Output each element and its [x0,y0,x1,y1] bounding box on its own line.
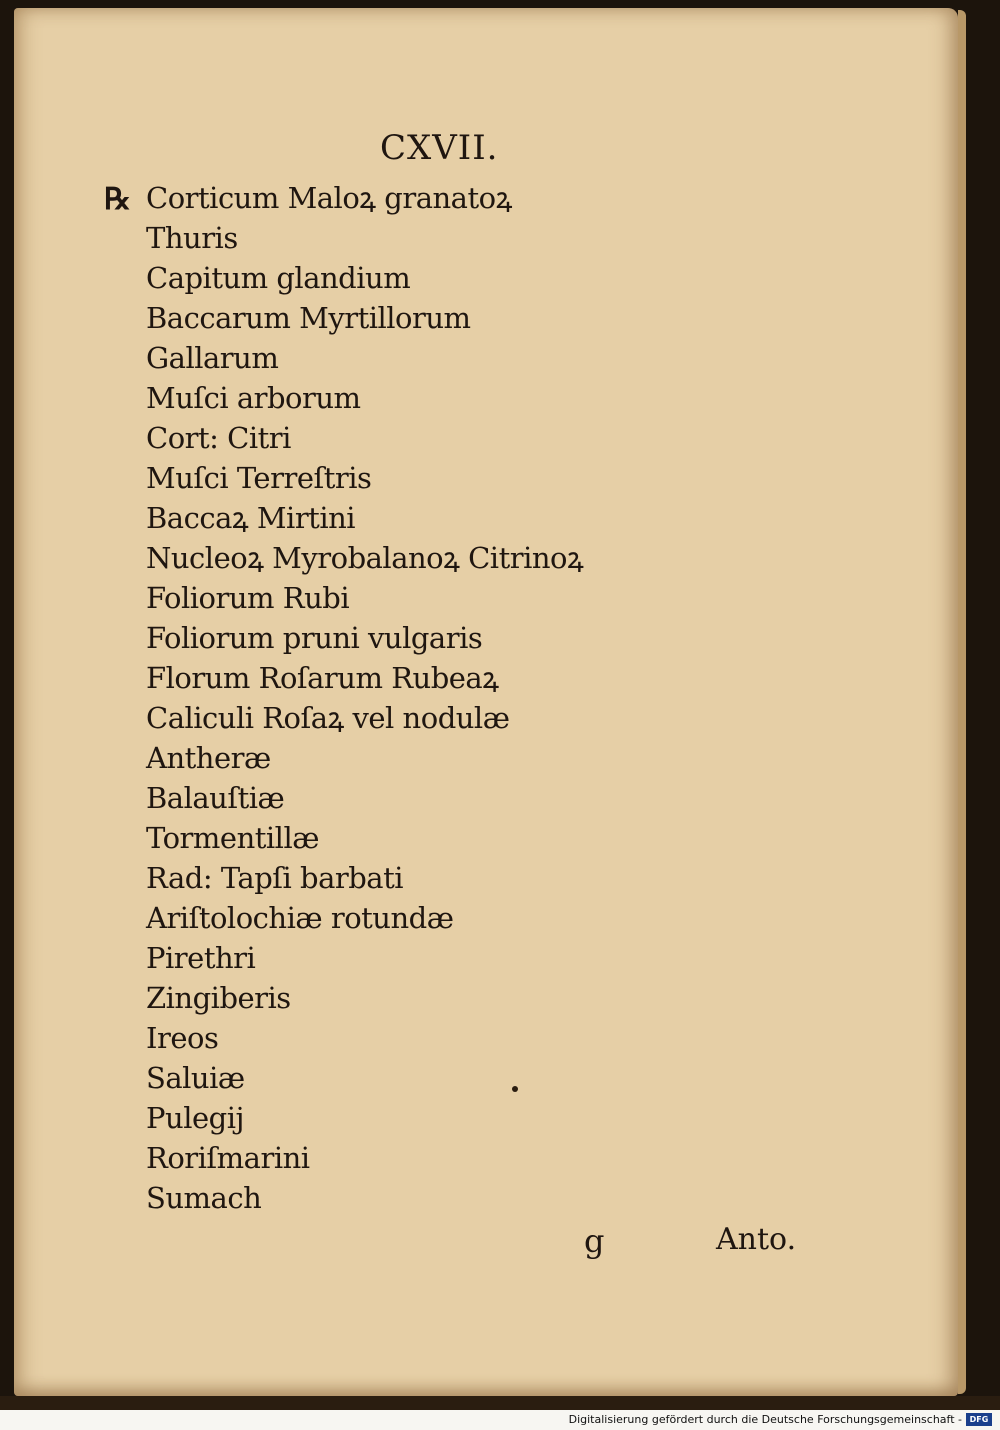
ink-spot [512,1086,518,1092]
ingredient-list [146,178,583,1218]
ingredient-line: Zingiberis [146,981,291,1015]
ingredient-line: Florum Roſarum Rubeaꝝ [146,661,499,695]
ingredient-line: Rad: Tapſi barbati [146,861,404,895]
ingredient-line: Baccaꝝ Mirtini [146,501,356,535]
ingredient-line: Saluiæ [146,1061,245,1095]
ingredient-line: Sumach [146,1181,262,1215]
ingredient-line: Pulegij [146,1101,244,1135]
page-edge [958,10,966,1394]
ingredient-line: Ireos [146,1021,219,1055]
ingredient-line: Muſci arborum [146,381,361,415]
ingredient-line: Baccarum Myrtillorum [146,301,471,335]
ingredient-line: Pirethri [146,941,256,975]
signature-mark: g [584,1222,605,1260]
folio-number: CXVII. [380,128,499,168]
ingredient-line: Tormentillæ [146,821,319,855]
scan-bottom-strip [0,1396,1000,1410]
ingredient-line: Ariſtolochiæ rotundæ [146,901,454,935]
ingredient-line: Capitum glandium [146,261,411,295]
ingredient-line: Thuris [146,221,238,255]
ingredient-line: Caliculi Roſaꝝ vel nodulæ [146,701,510,735]
catchword: Anto. [716,1222,797,1257]
ingredient-line: Foliorum pruni vulgaris [146,621,483,655]
ingredient-line: Corticum Maloꝝ granatoꝝ [146,181,512,215]
recipe-sign: ℞ [104,182,131,217]
ingredient-line: Muſci Terreſtris [146,461,372,495]
ingredient-line: Cort: Citri [146,421,291,455]
dfg-logo-icon[interactable]: DFG [966,1413,992,1426]
ingredient-line: Roriſmarini [146,1141,310,1175]
ingredient-line: Nucleoꝝ Myrobalanoꝝ Citrinoꝝ [146,541,584,575]
digitization-credit: Digitalisierung gefördert durch die Deutsche Forschungsgemeinschaft - [568,1413,962,1426]
ingredient-line: Foliorum Rubi [146,581,350,615]
ingredient-line: Balauſtiæ [146,781,285,815]
ingredient-line: Antheræ [146,741,271,775]
ingredient-line: Gallarum [146,341,279,375]
